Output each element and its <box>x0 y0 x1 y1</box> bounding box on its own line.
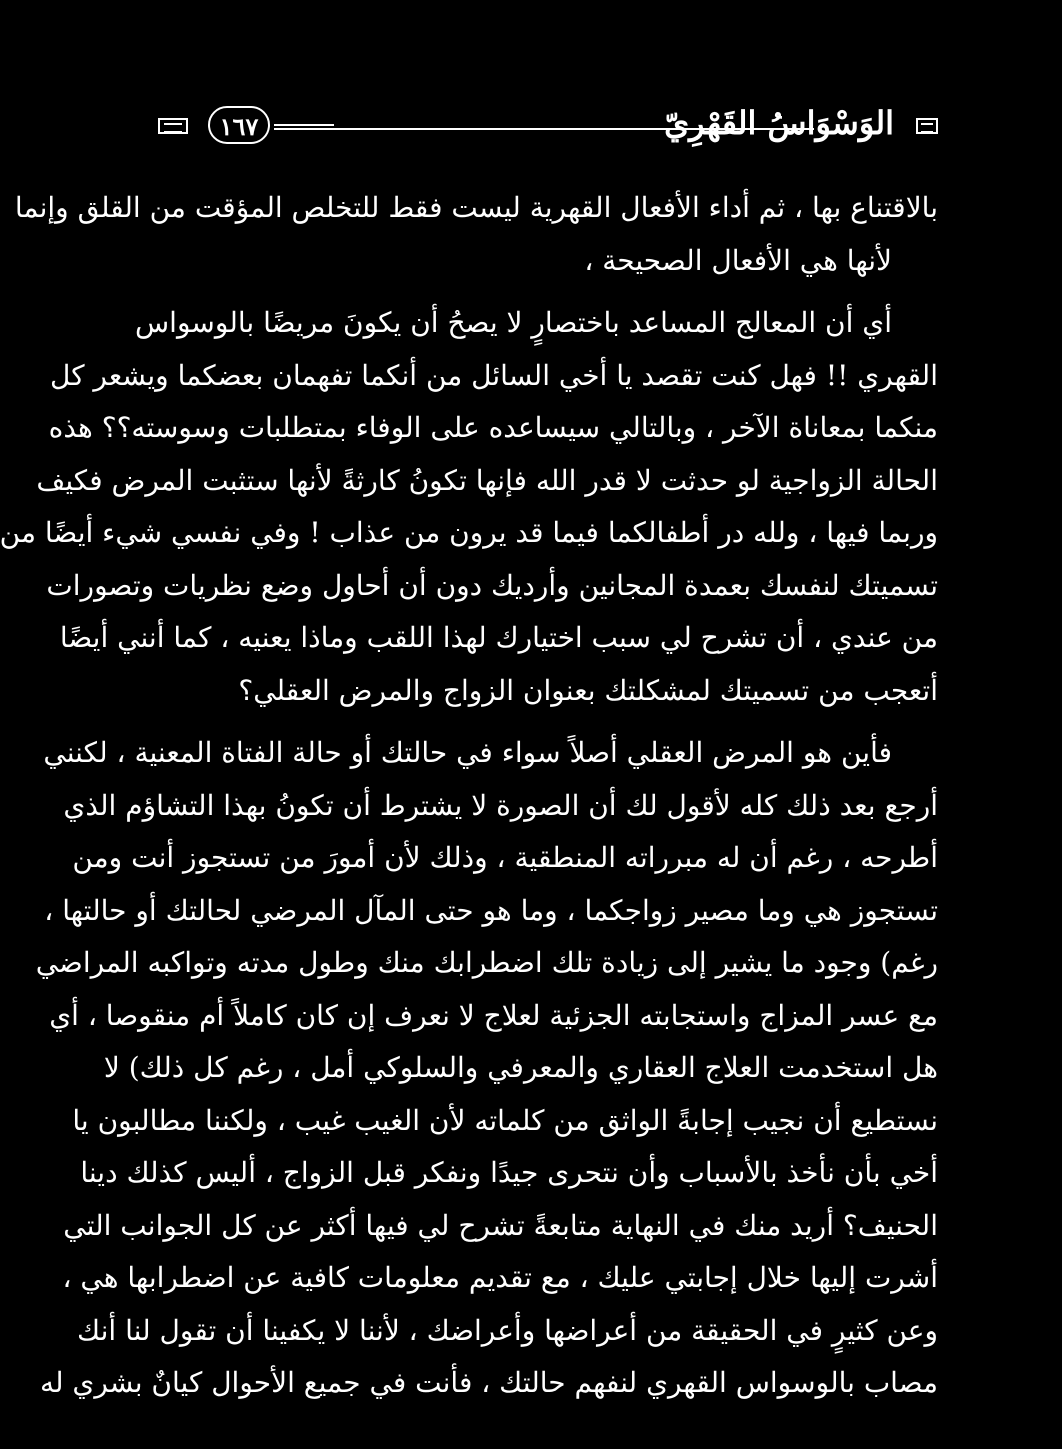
text-line: أشرت إليها خلال إجابتي عليك ، مع تقديم معلومات كافية عن اضطرابها هي ، <box>62 1261 938 1294</box>
ornament-left-icon <box>158 118 188 134</box>
text-line: لأنها هي الأفعال الصحيحة ، <box>584 243 892 277</box>
text-line: وعن كثيرٍ في الحقيقة من أعراضها وأعراضك ، لأننا لا يكفينا أن تقول لنا أنك <box>77 1313 938 1347</box>
header-rule-accent <box>274 124 334 126</box>
text-line: من عندي ، أن تشرح لي سبب اختيارك لهذا اللقب وماذا يعنيه ، كما أنني أيضًا <box>59 621 938 654</box>
page-number: ١٦٧ <box>208 106 270 144</box>
paragraph <box>0 297 938 717</box>
text-line: تسميتك لنفسك بعمدة المجانين وأرديك دون أن أحاول وضع نظريات وتصورات <box>46 568 938 602</box>
text-body <box>0 182 938 1410</box>
text-line: الحنيف؟ أريد منك في النهاية متابعةً تشرح لي فيها أكثر عن كل الجوانب التي <box>63 1208 938 1242</box>
text-line: تستجوز هي وما مصير زواجكما ، وما هو حتى المآل المرضي لحالتك أو حالتها ، <box>44 893 938 927</box>
text-line: فأين هو المرض العقلي أصلاً سواء في حالتك أو حالة الفتاة المعنية ، لكنني <box>43 736 892 769</box>
paragraph <box>35 727 938 1410</box>
text-line: أطرحه ، رغم أن له مبرراته المنطقية ، وذلك لأن أمورَ من تستجوز أنت ومن <box>72 841 938 874</box>
text-line: بالاقتناع بها ، ثم أداء الأفعال القهرية ليست فقط للتخلص المؤقت من القلق وإنما <box>14 191 938 224</box>
text-line: أرجع بعد ذلك كله لأقول لك أن الصورة لا يشترط أن تكونُ بهذا التشاؤم الذي <box>63 788 938 822</box>
text-line: أي أن المعالج المساعد باختصارٍ لا يصحُ أن يكونَ مريضًا بالوسواس <box>134 306 892 339</box>
running-title: الوَسْوَاسُ القَهْرِيّ <box>664 104 894 142</box>
ornament-right-icon <box>916 118 938 134</box>
paragraph <box>14 182 938 287</box>
text-line: الحالة الزواجية لو حدثت لا قدر الله فإنها تكونُ كارثةً لأنها ستثبت المرض فكيف <box>36 463 938 497</box>
text-line: منكما بمعاناة الآخر ، وبالتالي سيساعده على الوفاء بمتطلبات وسوسته؟؟ هذه <box>48 411 938 444</box>
text-line: نستطيع أن نجيب إجابةً الواثق من كلماته لأن الغيب غيب ، ولكننا مطالبون يا <box>72 1103 938 1137</box>
text-line: مصاب بالوسواس القهري لنفهم حالتك ، فأنت في جميع الأحوال كيانٌ بشري له <box>39 1366 938 1399</box>
text-line: رغم) وجود ما يشير إلى زيادة تلك اضطرابك منك وطول مدته وتواكبه المراضي <box>35 946 938 979</box>
page-header <box>158 104 938 152</box>
text-line: هل استخدمت العلاج العقاري والمعرفي والسلوكي أمل ، رغم كل ذلك) لا <box>103 1051 938 1084</box>
text-line: مع عسر المزاج واستجابته الجزئية لعلاج لا نعرف إن كان كاملاً أم منقوصا ، أي <box>49 998 938 1032</box>
text-line: أتعجب من تسميتك لمشكلتك بعنوان الزواج والمرض العقلي؟ <box>238 673 938 707</box>
text-line: وربما فيها ، ولله در أطفالكما فيما قد يرون من عذاب ! وفي نفسي شيء أيضًا من <box>0 516 938 549</box>
text-line: القهري !! فهل كنت تقصد يا أخي السائل من أنكما تفهمان بعضكما ويشعر كل <box>50 358 938 392</box>
text-line: أخي بأن نأخذ بالأسباب وأن نتحرى جيدًا ونفكر قبل الزواج ، أليس كذلك دينا <box>80 1156 938 1189</box>
